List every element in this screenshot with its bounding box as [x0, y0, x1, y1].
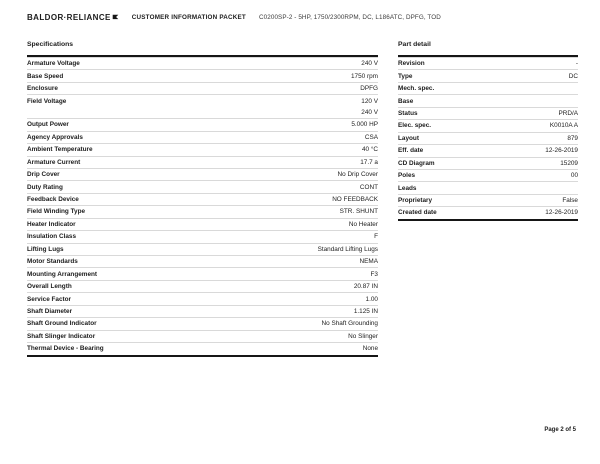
- part-value: 15209: [560, 159, 578, 167]
- spec-value: F3: [370, 270, 378, 278]
- part-value: False: [562, 197, 578, 205]
- part-row: [398, 132, 578, 144]
- part-value: 879: [567, 134, 578, 142]
- spec-label: Armature Voltage: [27, 60, 80, 68]
- part-row: [398, 169, 578, 181]
- spec-label: Shaft Slinger Indicator: [27, 332, 96, 340]
- part-row: [398, 181, 578, 193]
- part-label: Mech. spec.: [398, 85, 435, 93]
- spec-value: NO FEEDBACK: [332, 196, 378, 204]
- spec-value: No Shaft Grounding: [321, 320, 378, 328]
- spec-value: No Slinger: [348, 332, 378, 340]
- specifications-section: [27, 41, 378, 357]
- spec-label: Agency Approvals: [27, 133, 83, 141]
- document-title: CUSTOMER INFORMATION PACKET: [131, 14, 246, 21]
- spec-value: STR. SHUNT: [339, 208, 378, 216]
- spec-label: Drip Cover: [27, 171, 60, 179]
- part-row: [398, 157, 578, 169]
- spec-row: [27, 267, 378, 279]
- part-value: PRD/A: [558, 109, 578, 117]
- reliance-flag-icon: [112, 14, 119, 21]
- part-label: Created date: [398, 209, 437, 217]
- spec-row: [27, 193, 378, 205]
- spec-label: Base Speed: [27, 72, 64, 80]
- spec-label: Output Power: [27, 121, 69, 129]
- spec-value: No Drip Cover: [337, 171, 378, 179]
- part-label: Leads: [398, 184, 417, 192]
- part-label: Poles: [398, 172, 416, 180]
- spec-value: CSA: [364, 133, 378, 141]
- part-row: [398, 94, 578, 106]
- part-row: [398, 69, 578, 81]
- spec-value: Standard Lifting Lugs: [317, 245, 378, 253]
- spec-row: [27, 317, 378, 329]
- spec-label: Motor Standards: [27, 258, 78, 266]
- spec-value: NEMA: [359, 258, 378, 266]
- spec-row: [27, 205, 378, 217]
- spec-row: [27, 168, 378, 180]
- part-row: [398, 144, 578, 156]
- spec-value: 20.87 IN: [353, 283, 378, 291]
- spec-row: [27, 230, 378, 242]
- spec-value: 240 V: [361, 60, 378, 68]
- spec-row: [27, 292, 378, 304]
- spec-value: 5.000 HP: [351, 121, 378, 129]
- spec-label: Shaft Diameter: [27, 307, 73, 315]
- spec-value: 1750 rpm: [351, 72, 378, 80]
- spec-label: Overall Length: [27, 283, 72, 291]
- page-number: Page 2 of 5: [544, 427, 576, 433]
- spec-label: Lifting Lugs: [27, 245, 64, 253]
- part-label: Layout: [398, 134, 419, 142]
- spec-label: Feedback Device: [27, 196, 79, 204]
- spec-value: 1.00: [365, 295, 378, 303]
- spec-value: CONT: [359, 183, 378, 191]
- spec-row: [27, 218, 378, 230]
- page-header: [27, 13, 580, 22]
- spec-label: Heater Indicator: [27, 220, 76, 228]
- part-row: [398, 119, 578, 131]
- spec-label: Enclosure: [27, 85, 58, 93]
- part-label: Base: [398, 97, 414, 105]
- part-detail-title: Part detail: [398, 41, 431, 48]
- spec-label: Mounting Arrangement: [27, 270, 98, 278]
- spec-row: [27, 342, 378, 354]
- spec-row: [27, 243, 378, 255]
- part-row: [398, 107, 578, 119]
- spec-value: 240 V: [361, 108, 378, 116]
- part-value: 00: [570, 172, 578, 180]
- part-value: K0010A A: [549, 122, 578, 130]
- spec-row: [27, 82, 378, 94]
- part-label: Status: [398, 109, 418, 117]
- part-label: Type: [398, 72, 413, 80]
- part-row: [398, 206, 578, 218]
- spec-row: [27, 180, 378, 192]
- spec-row: [27, 107, 378, 118]
- spec-value: None: [362, 345, 378, 353]
- spec-row: [27, 330, 378, 342]
- spec-value: DPFG: [360, 85, 378, 93]
- part-value: 12-26-2019: [545, 209, 578, 217]
- spec-row: [27, 156, 378, 168]
- spec-label: Field Winding Type: [27, 208, 86, 216]
- spec-value: 17.7 a: [360, 158, 378, 166]
- spec-row: [27, 94, 378, 106]
- spec-value: 1.125 IN: [353, 307, 378, 315]
- spec-label: Thermal Device - Bearing: [27, 345, 104, 353]
- spec-label: Duty Rating: [27, 183, 63, 191]
- part-row: [398, 57, 578, 69]
- part-label: Elec. spec.: [398, 122, 432, 130]
- part-value: 12-26-2019: [545, 147, 578, 155]
- spec-value: No Heater: [348, 220, 378, 228]
- part-value: -: [575, 60, 578, 68]
- spec-row: [27, 131, 378, 143]
- spec-row: [27, 280, 378, 292]
- spec-label: Armature Current: [27, 158, 81, 166]
- part-label: Revision: [398, 60, 425, 68]
- spec-label: Field Voltage: [27, 97, 67, 105]
- baldor-reliance-logo: [27, 13, 119, 22]
- spec-value: 120 V: [361, 97, 378, 105]
- spec-label: Shaft Ground Indicator: [27, 320, 97, 328]
- spec-row: [27, 57, 378, 69]
- part-description: C0200SP-2 - 5HP, 1750/2300RPM, DC, L186ATC, DPFG, TOD: [258, 14, 441, 21]
- part-label: CD Diagram: [398, 159, 435, 167]
- spec-label: Insulation Class: [27, 233, 77, 241]
- part-detail-table: [398, 55, 578, 221]
- part-row: [398, 194, 578, 206]
- part-value: DC: [568, 72, 578, 80]
- spec-value: F: [374, 233, 378, 241]
- spec-row: [27, 305, 378, 317]
- part-label: Eff. date: [398, 147, 424, 155]
- spec-row: [27, 69, 378, 81]
- spec-row: [27, 118, 378, 130]
- part-detail-section: [398, 41, 578, 221]
- part-row: [398, 82, 578, 94]
- part-label: Proprietary: [398, 197, 433, 205]
- specifications-table: [27, 55, 378, 357]
- spec-value: 40 °C: [361, 146, 378, 154]
- spec-row: [27, 143, 378, 155]
- spec-label: Ambient Temperature: [27, 146, 93, 154]
- specifications-title: Specifications: [27, 41, 74, 48]
- spec-label: Service Factor: [27, 295, 72, 303]
- spec-row: [27, 255, 378, 267]
- logo-text: BALDOR·RELIANCE: [27, 13, 111, 22]
